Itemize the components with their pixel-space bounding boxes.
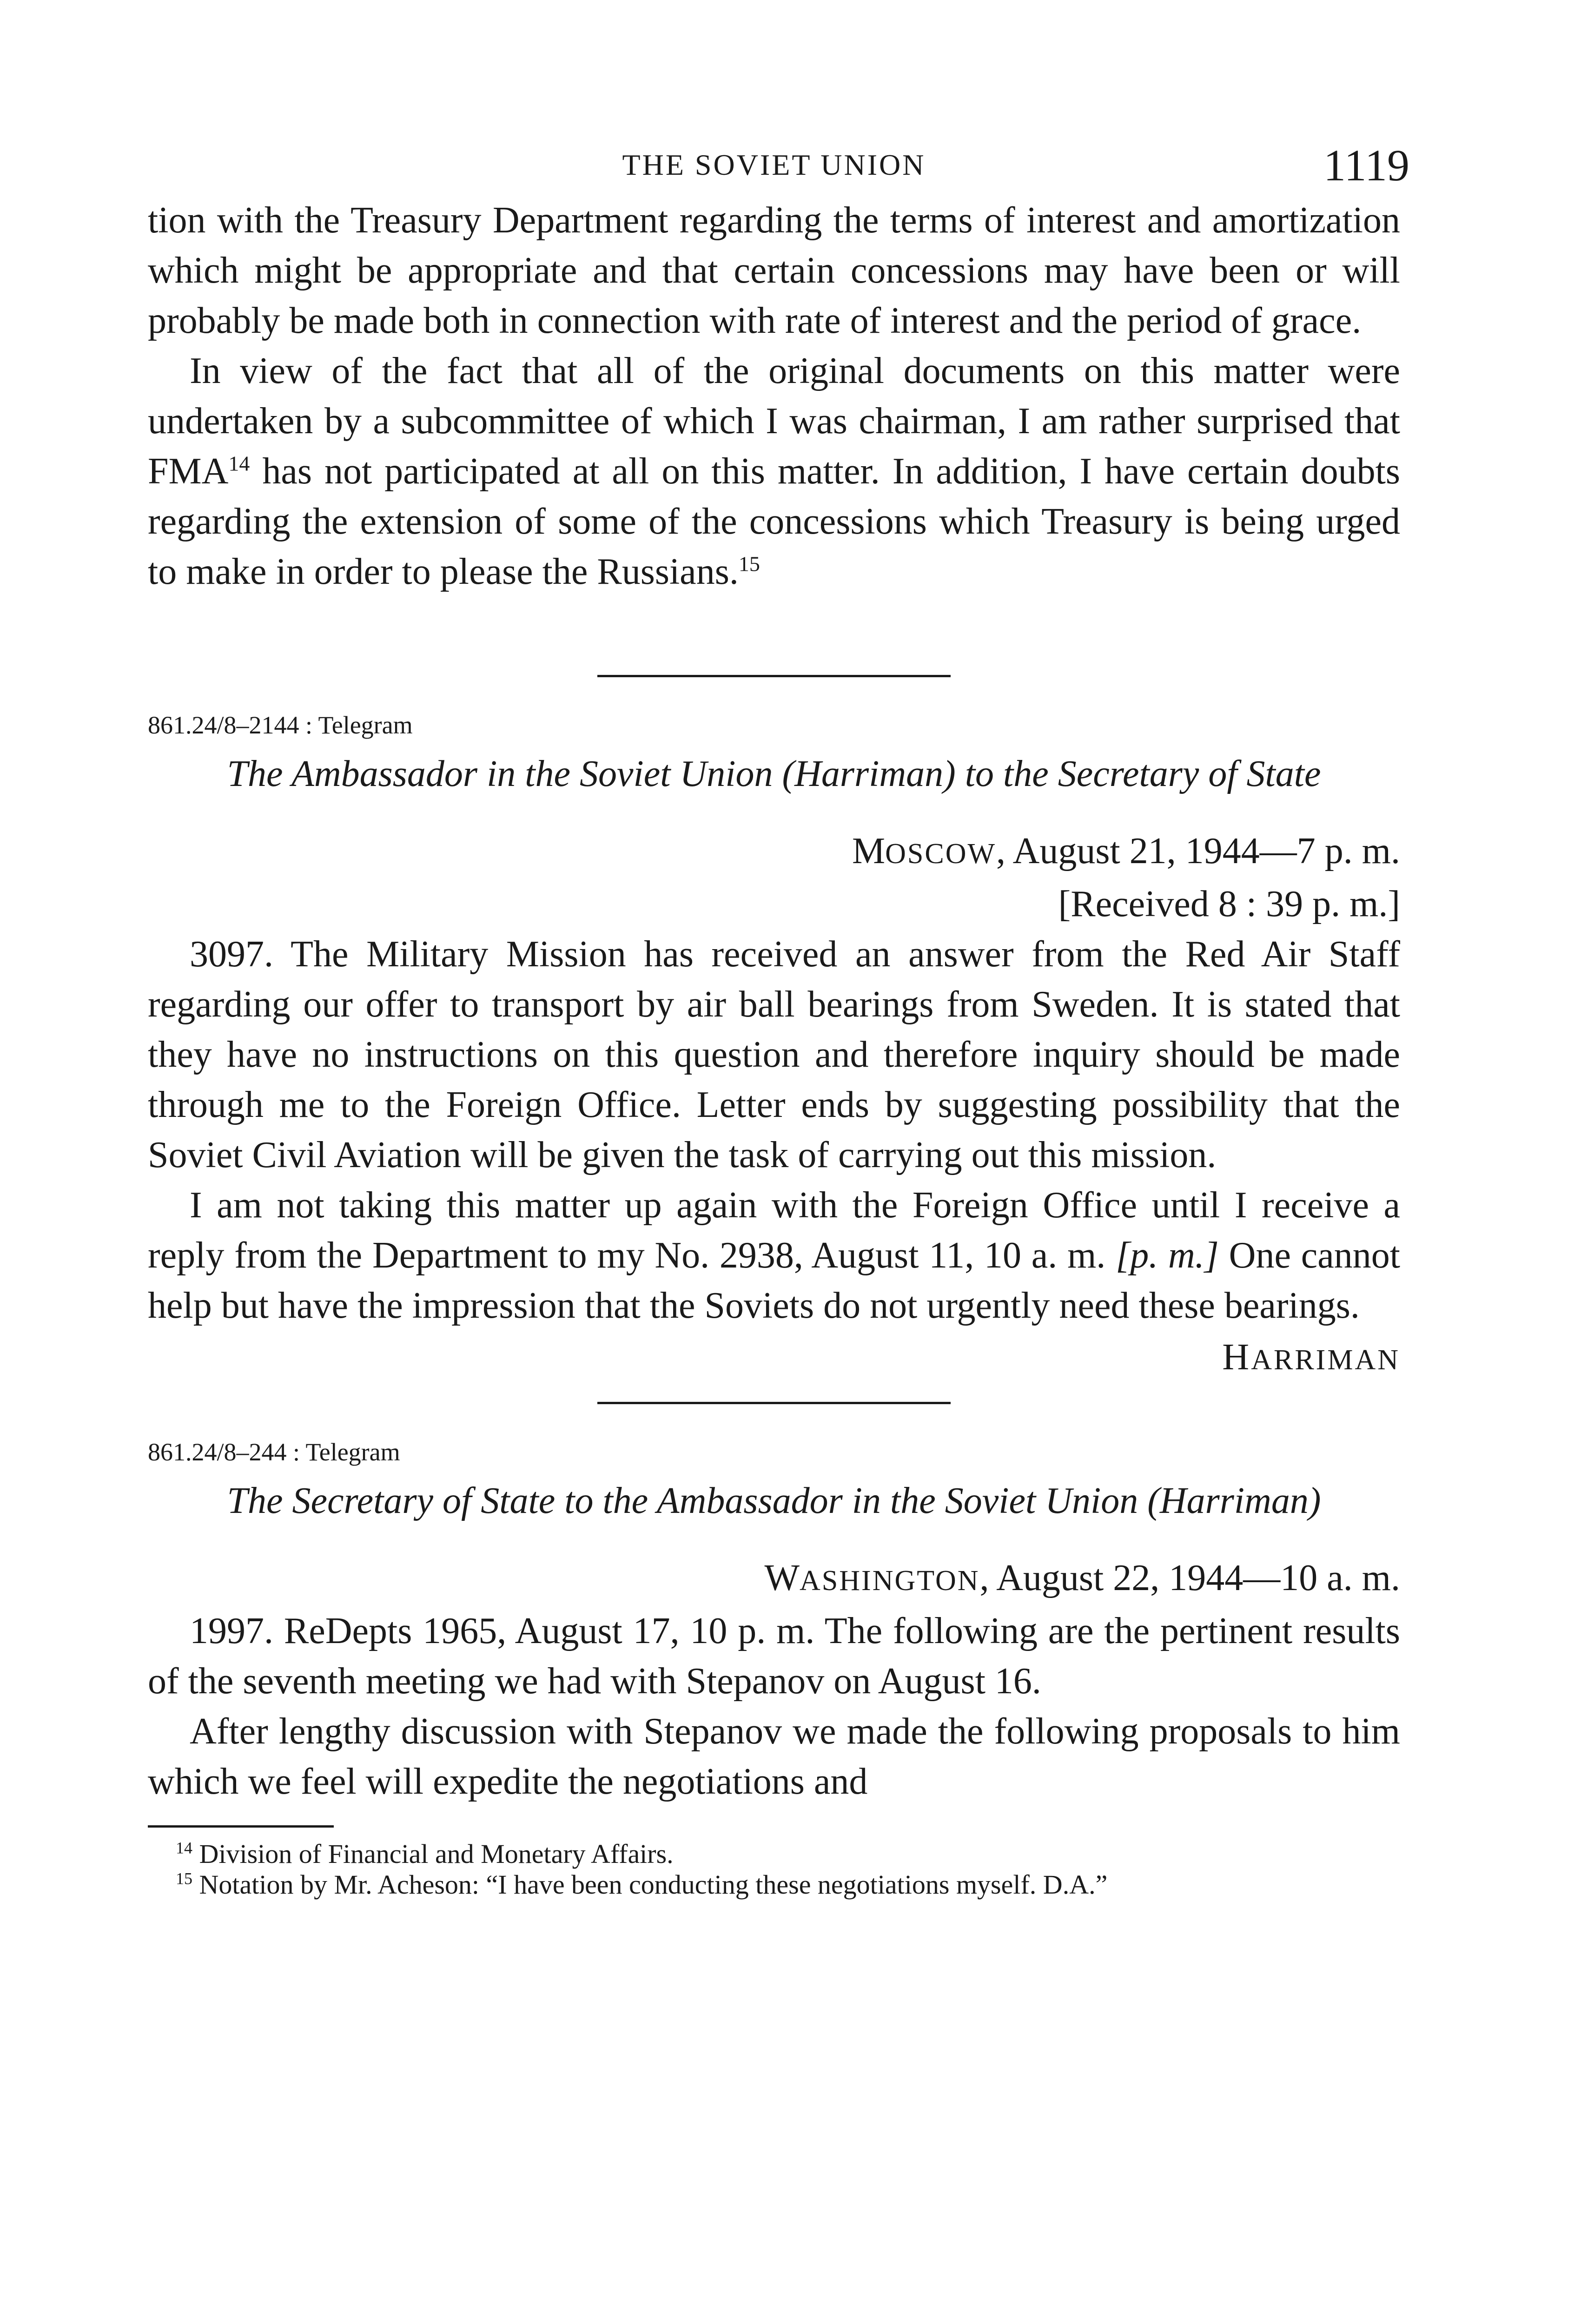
running-header [148, 139, 1409, 195]
telegram-paragraph: After lengthy discussion with Stepanov we made the following proposals to him which we feel will expedite the negotiations and [148, 1711, 1400, 1802]
signature [148, 1336, 1400, 1379]
dateline-date: , August 21, 1944—7 p. m. [996, 831, 1400, 872]
footnote-ref-15: 15 [738, 552, 760, 576]
footnote-divider [148, 1825, 334, 1828]
received-line: [Received 8 : 39 p. m.] [1058, 884, 1400, 924]
document-title: The Secretary of State to the Ambassador in the Soviet Union (Harriman) [227, 1480, 1321, 1521]
footnote-15 [148, 1869, 1400, 1900]
dateline-date: , August 22, 1944—10 a. m. [979, 1558, 1400, 1598]
memo-paragraph [148, 346, 1400, 597]
footnote-ref-14: 14 [228, 451, 250, 475]
dateline-place-initial: W [764, 1558, 800, 1598]
telegram-paragraph [148, 1180, 1400, 1331]
document-title: The Ambassador in the Soviet Union (Harriman) to the Secretary of State [227, 753, 1321, 794]
footnote-text: Notation by Mr. Acheson: “I have been conducting these negotiations myself. D.A.” [199, 1869, 1108, 1900]
footnote-mark: 15 [176, 1869, 192, 1888]
page-number: 1119 [1323, 140, 1409, 190]
telegram-text-part2: One cannot help but have the impression that the Soviets do not urgently need these bearings. [148, 1235, 1400, 1326]
running-title: THE SOVIET UNION [622, 148, 926, 181]
telegram-paragraph: 1997. ReDepts 1965, August 17, 10 p. m. The following are the pertinent results of the seventh meeting we had with Stepanov on August 16. [148, 1611, 1400, 1702]
dateline-place: OSCOW [885, 838, 997, 870]
dateline [148, 826, 1400, 879]
telegram-text-part1: I am not taking this matter up again with the Foreign Office until I receive a reply from the Department to my No. 2938, August 11, 10 a. m. [148, 1185, 1400, 1276]
telegram-paragraph: 3097. The Military Mission has received an answer from the Red Air Staff regarding our offer to transport by air ball bearings from Sweden. It is stated that they have no instructions on this question and therefore inquiry should be made through me to the Foreign Office. Letter ends by suggesting possibility that the Soviet Civil Aviation will be given the task of carrying out this mission. [148, 934, 1400, 1175]
footnote-mark: 14 [176, 1838, 192, 1857]
signature-name: ARRIMAN [1251, 1344, 1400, 1376]
memo-text-part2: has not participated at all on this matter. In addition, I have certain doubts regarding the extension of some of the concessions which Treasury is being urged to make in order to please the Russians. [148, 451, 1400, 592]
section-divider [597, 675, 951, 677]
telegram-italic-correction: [p. m.] [1116, 1235, 1219, 1276]
file-reference: 861.24/8–2144 : Telegram [148, 711, 413, 739]
signature-initial: H [1222, 1337, 1251, 1378]
file-reference: 861.24/8–244 : Telegram [148, 1438, 400, 1466]
section-divider [597, 1402, 951, 1404]
dateline-place-initial: M [852, 831, 886, 872]
footnote-14 [148, 1839, 1400, 1869]
memo-text-part1: In view of the fact that all of the original documents on this matter were undertaken by a subcommittee of which I was chairman, I am rather surprised that FMA [148, 350, 1400, 492]
footnote-text: Division of Financial and Monetary Affairs. [199, 1839, 674, 1869]
dateline-place: ASHINGTON [800, 1565, 980, 1597]
continued-paragraph: tion with the Treasury Department regarding the terms of interest and amortization which might be appropriate and that certain concessions may have been or will probably be made both in connection with rate of interest and the period of grace. [148, 200, 1400, 341]
document-page [148, 139, 1409, 1900]
dateline [148, 1553, 1400, 1606]
